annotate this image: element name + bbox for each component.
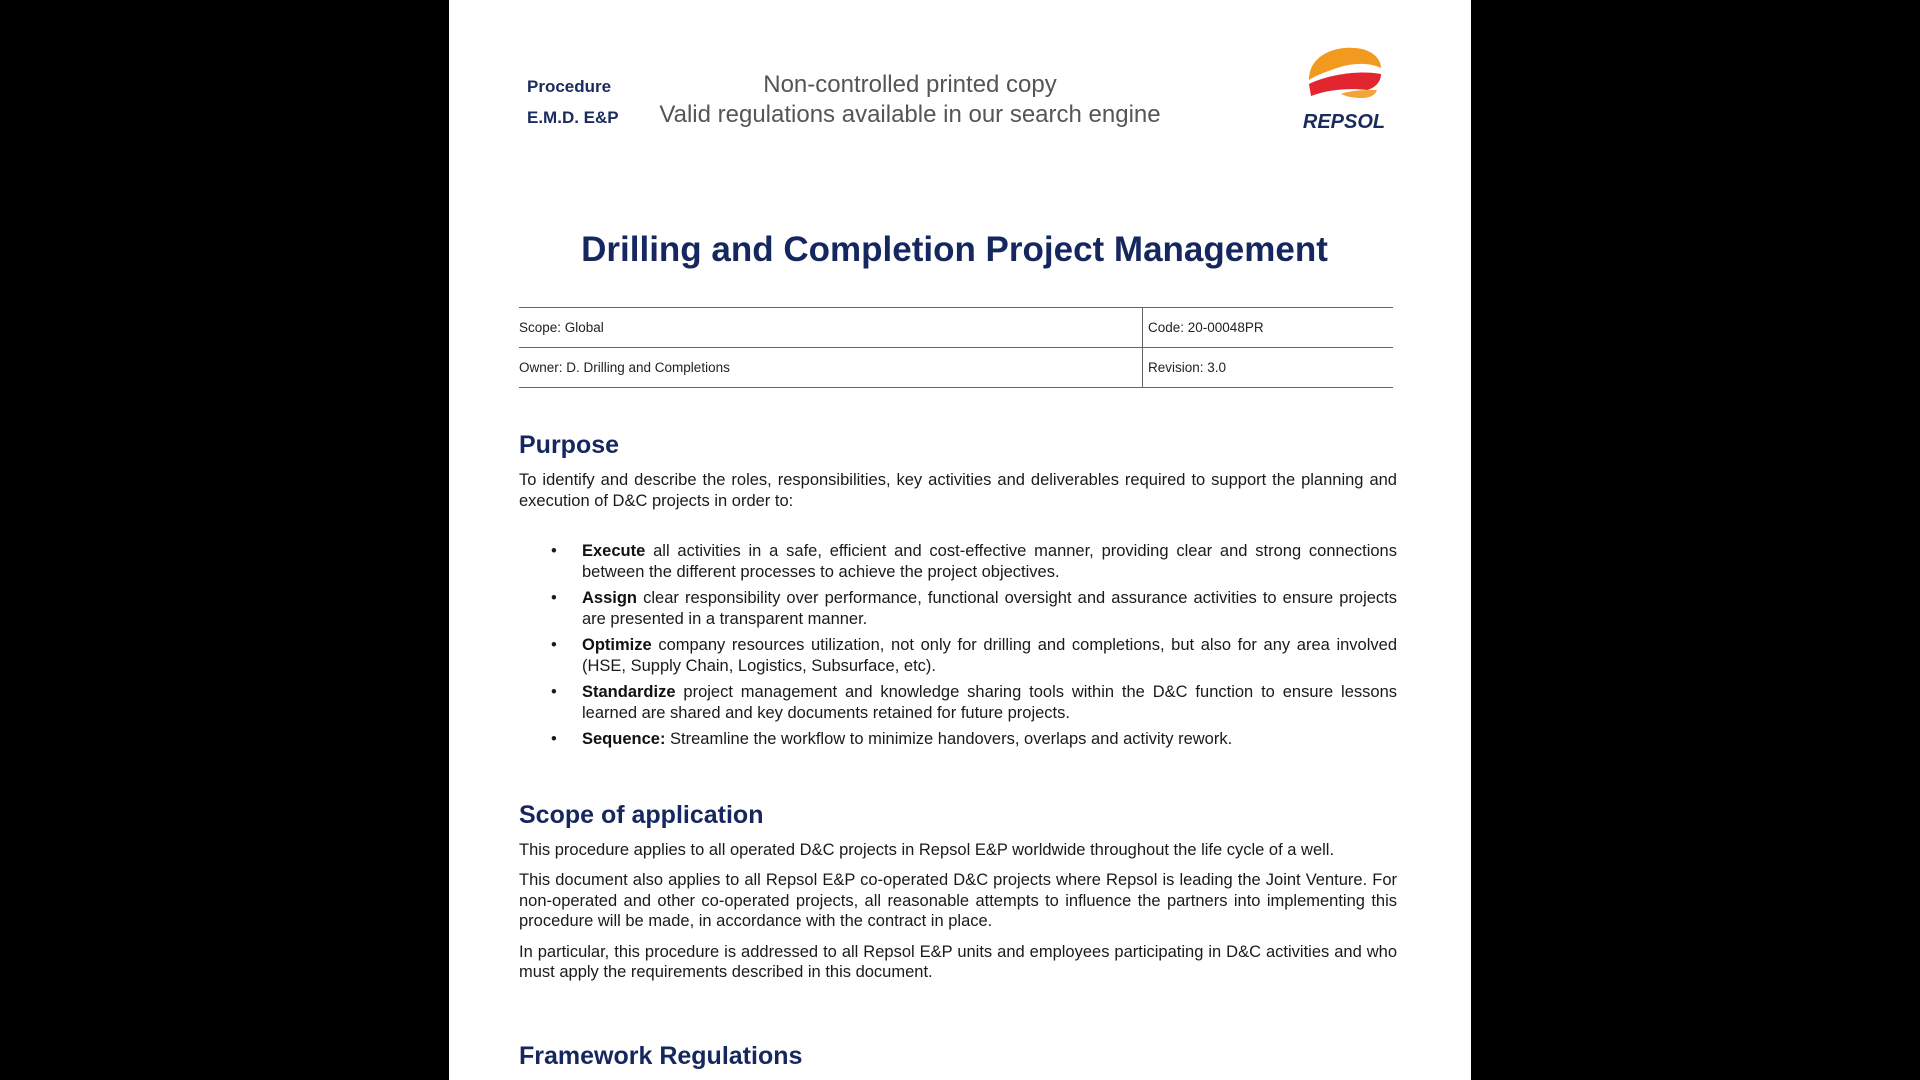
list-item: • Execute all activities in a safe, efficient and cost-effective manner, providing clear and strong connections between the different processes to achieve the project objectives.	[551, 542, 1397, 581]
metadata-row	[519, 308, 1393, 348]
repsol-logo	[1289, 44, 1399, 134]
document-body	[519, 430, 1397, 1080]
notice-line-1: Non-controlled printed copy	[763, 71, 1057, 98]
document-header-left	[527, 71, 619, 133]
framework-heading: Framework Regulations	[519, 1041, 803, 1070]
document-title: Drilling and Completion Project Management	[581, 230, 1328, 269]
purpose-heading: Purpose	[519, 431, 620, 459]
code-cell: Code: 20-00048PR	[1143, 308, 1394, 348]
metadata-table	[519, 307, 1393, 388]
revision-cell: Revision: 3.0	[1143, 348, 1394, 388]
scope-heading: Scope of application	[519, 800, 764, 829]
doc-unit: E.M.D. E&P	[527, 108, 619, 127]
metadata-row	[519, 348, 1393, 388]
purpose-intro: To identify and describe the roles, responsibilities, key activities and deliverables required to support the planning and execution of D&C projects in order to:	[519, 471, 1397, 510]
scope-paragraph-1: This procedure applies to all operated D&C projects in Repsol E&P worldwide throughout the life cycle of a well.	[519, 840, 1335, 859]
document-page	[449, 0, 1471, 1080]
list-item: • Optimize company resources utilization, not only for drilling and completions, but also for any area involved (HSE, Supply Chain, Logistics, Subsurface, etc).	[551, 636, 1397, 675]
owner-cell: Owner: D. Drilling and Completions	[519, 348, 1143, 388]
control-notice	[649, 70, 1171, 130]
scope-paragraph-2: This document also applies to all Repsol E&P co-operated D&C projects where Repsol is leading the Joint Venture. For non-operated and other co-operated projects, all reasonable attempts to influence the partners into implementing this procedure will be made, in accordance with the contract in place.	[519, 871, 1397, 930]
svg-text:REPSOL: REPSOL	[1302, 111, 1386, 133]
scope-paragraph-3: In particular, this procedure is addressed to all Repsol E&P units and employees participating in D&C activities and who must apply the requirements described in this document.	[519, 942, 1397, 981]
doc-type: Procedure	[527, 77, 612, 96]
notice-line-2: Valid regulations available in our search engine	[659, 101, 1161, 128]
list-item: • Assign clear responsibility over performance, functional oversight and assurance activities to ensure projects are presented in a transparent manner.	[551, 589, 1397, 628]
scope-cell: Scope: Global	[519, 308, 1143, 348]
purpose-list	[519, 541, 1397, 750]
list-item: • Sequence: Streamline the workflow to minimize handovers, overlaps and activity rework.	[551, 730, 1233, 748]
list-item: • Standardize project management and knowledge sharing tools within the D&C function to ensure lessons learned are shared and key documents retained for future projects.	[551, 683, 1397, 722]
